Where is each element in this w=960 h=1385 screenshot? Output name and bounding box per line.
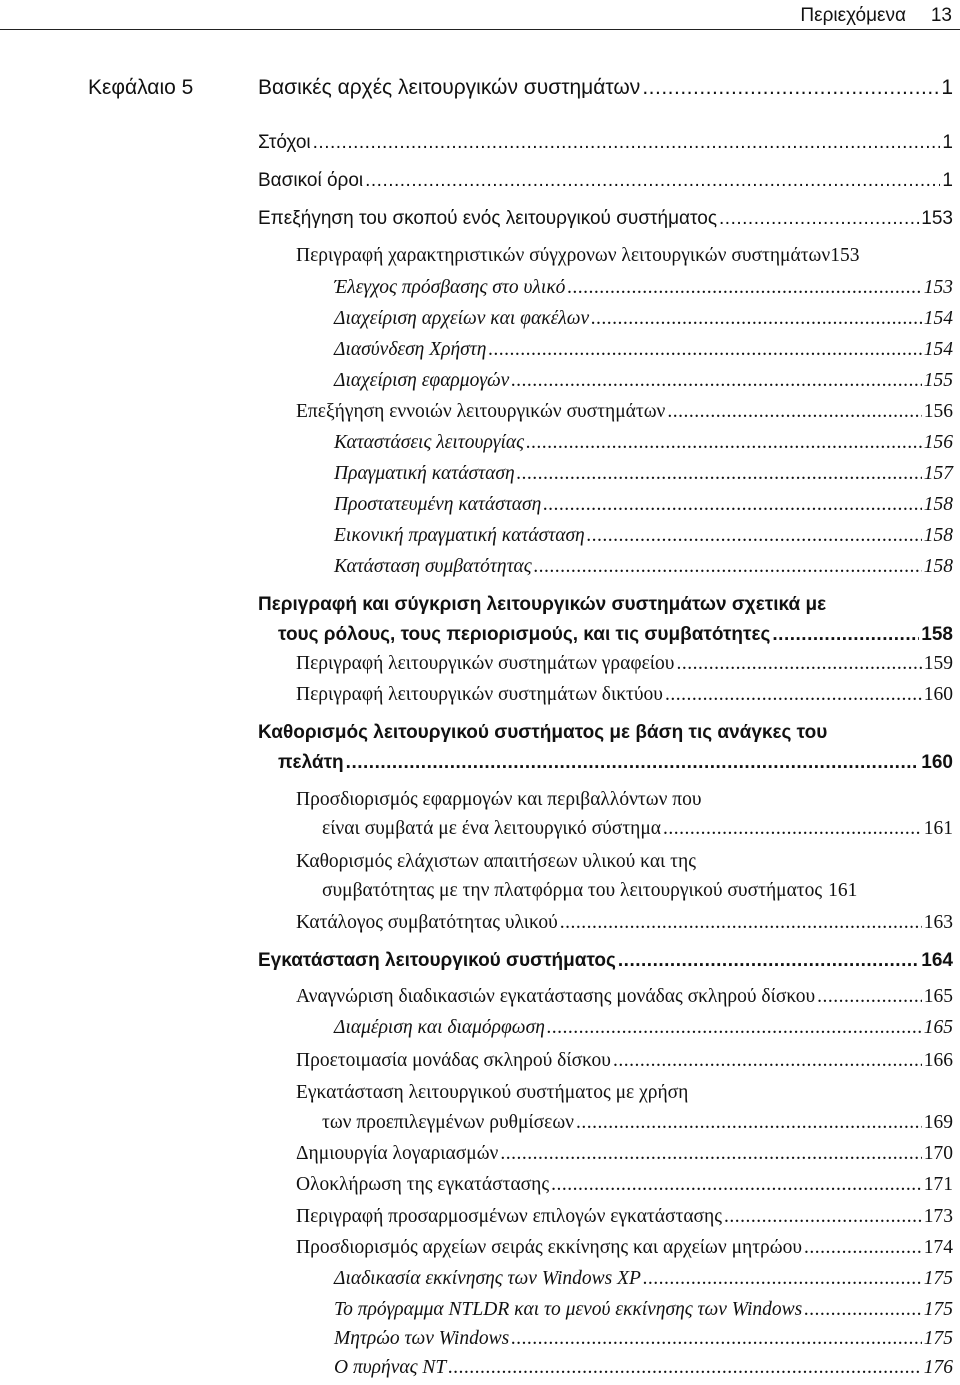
toc-entry-page: 166 <box>923 1050 953 1071</box>
dot-leader <box>448 1357 922 1379</box>
dot-leader <box>719 208 919 230</box>
dot-leader <box>511 370 921 392</box>
toc-entry-title: Προσδιορισμός αρχείων σειράς εκκίνησης και αρχείων μητρώου <box>296 1237 803 1258</box>
dot-leader <box>772 624 919 646</box>
toc-entry-page: 163 <box>923 912 953 933</box>
running-header <box>0 0 960 30</box>
toc-entry-page: 160 <box>923 684 953 705</box>
toc-entry-page: 170 <box>923 1143 953 1164</box>
toc-entry-title: Μητρώο των Windows <box>334 1328 510 1349</box>
header-page-number: 13 <box>930 5 952 26</box>
dot-leader <box>551 1174 922 1196</box>
dot-leader <box>587 525 922 547</box>
toc-entry-page: 174 <box>923 1237 953 1258</box>
toc-entry-page: 156 <box>923 432 953 453</box>
dot-leader <box>804 1299 922 1321</box>
dot-leader <box>804 1237 922 1259</box>
dot-leader <box>613 1050 922 1072</box>
toc-entry-title: Περιγραφή και σύγκριση λειτουργικών συστημάτων σχετικά με <box>258 594 827 615</box>
dot-leader <box>365 170 940 192</box>
toc-entry-page: 175 <box>923 1268 953 1289</box>
toc-entry-title: Διαδικασία εκκίνησης των Windows XP <box>334 1268 641 1289</box>
dot-leader <box>663 818 922 840</box>
toc-entry-page: 158 <box>923 494 953 515</box>
toc-entry-page: 154 <box>923 308 953 329</box>
toc-entry-title: Πραγματική κατάσταση <box>334 463 515 484</box>
dot-leader <box>567 277 921 299</box>
toc-entry-title: Διασύνδεση Χρήστη <box>334 339 487 360</box>
toc-entry-title: Περιγραφή λειτουργικών συστημάτων δικτύου <box>296 684 663 705</box>
toc-entry-title: Διαμέριση και διαμόρφωση <box>334 1017 545 1038</box>
toc-entry-title: Προετοιμασία μονάδας σκληρού δίσκου <box>296 1050 611 1071</box>
dot-leader <box>667 401 921 423</box>
toc-entry-title-cont: πελάτη <box>278 752 344 773</box>
toc-entry-title: Έλεγχος πρόσβασης στο υλικό <box>334 277 566 298</box>
dot-leader <box>643 1268 922 1290</box>
toc-entry-page: 169 <box>923 1112 953 1133</box>
toc-entry-page: 158 <box>923 556 953 577</box>
toc-entry-title: Καθορισμός ελάχιστων απαιτήσεων υλικού και της <box>296 851 696 872</box>
dot-leader <box>724 1206 922 1228</box>
toc-entry-page: 175 <box>923 1299 953 1320</box>
dot-leader <box>488 339 921 361</box>
dot-leader <box>526 432 922 454</box>
dot-leader <box>517 463 922 485</box>
dot-leader <box>665 684 922 706</box>
toc-entry-page: 160 <box>921 752 953 773</box>
toc-entry-title: Βασικές αρχές λειτουργικών συστημάτων <box>258 76 641 99</box>
toc-entry-title: Προσδιορισμός εφαρμογών και περιβαλλόντων που <box>296 789 702 810</box>
toc-entry-title: Περιγραφή λειτουργικών συστημάτων γραφείου <box>296 653 675 674</box>
dot-leader <box>576 1112 922 1134</box>
toc-entry-title: Κατάσταση συμβατότητας <box>334 556 532 577</box>
dot-leader <box>547 1017 922 1039</box>
toc-entry-page: 171 <box>923 1174 953 1195</box>
dot-leader <box>676 653 921 675</box>
toc-entry-title: Στόχοι <box>258 132 311 153</box>
toc-entry-page: 1 <box>942 170 953 191</box>
toc-entry-title: Αναγνώριση διαδικασιών εγκατάστασης μονάδας σκληρού δίσκου <box>296 986 816 1007</box>
toc-entry-title: Το πρόγραμμα NTLDR και το μενού εκκίνησης των Windows <box>334 1299 803 1320</box>
toc-entry-title: Εικονική πραγματική κατάσταση <box>334 525 585 546</box>
dot-leader <box>534 556 922 578</box>
toc-entry-page: 158 <box>923 525 953 546</box>
toc-entry-title: Επεξήγηση του σκοπού ενός λειτουργικού συστήματος <box>258 208 718 229</box>
toc-entry-title: Ολοκλήρωση της εγκατάστασης <box>296 1174 550 1195</box>
toc-entry-page: 156 <box>923 401 953 422</box>
toc-entry-page: 153 <box>830 245 860 266</box>
dot-leader <box>642 76 939 100</box>
dot-leader <box>591 308 922 330</box>
toc-entry-title-cont: τους ρόλους, τους περιορισμούς, και τις συμβατότητες <box>278 624 771 645</box>
toc-entry-page: 165 <box>923 1017 953 1038</box>
toc-entry-page: 154 <box>923 339 953 360</box>
toc-entry-title-cont: είναι συμβατά με ένα λειτουργικό σύστημα <box>322 818 662 839</box>
toc-entry-page: 153 <box>923 277 953 298</box>
dot-leader <box>618 950 919 972</box>
toc-entry-title-cont: των προεπιλεγμένων ρυθμίσεων <box>322 1112 574 1133</box>
toc-entry-title: Περιγραφή χαρακτηριστικών σύγχρονων λειτουργικών συστημάτων <box>296 245 831 266</box>
toc-entry-page: 158 <box>921 624 953 645</box>
toc-entry-page: 155 <box>923 370 953 391</box>
toc-entry-page: 164 <box>921 950 953 971</box>
toc-entry-page: 161 <box>923 818 953 839</box>
dot-leader <box>511 1328 922 1350</box>
dot-leader <box>817 986 922 1008</box>
toc-entry-page: 161 <box>828 880 858 901</box>
toc-entry-title: Κατάλογος συμβατότητας υλικού <box>296 912 558 933</box>
dot-leader <box>500 1143 921 1165</box>
toc-entry-title: Περιγραφή προσαρμοσμένων επιλογών εγκατάστασης <box>296 1206 722 1227</box>
toc-entry-page: 1 <box>941 76 953 99</box>
toc-entry-title: Εγκατάσταση λειτουργικού συστήματος με χρήση <box>296 1082 689 1103</box>
toc-entry-page: 159 <box>923 653 953 674</box>
toc-entry-title: Καθορισμός λειτουργικού συστήματος με βάση τις ανάγκες του <box>258 722 828 743</box>
dot-leader <box>313 132 941 154</box>
dot-leader <box>543 494 922 516</box>
dot-leader <box>560 912 922 934</box>
toc-entry-title: Δημιουργία λογαριασμών <box>296 1143 499 1164</box>
chapter-label: Κεφάλαιο 5 <box>88 76 194 99</box>
toc-entry-title: Διαχείριση αρχείων και φακέλων <box>334 308 590 329</box>
header-title: Περιεχόμενα <box>800 5 906 26</box>
toc-entry-title: Καταστάσεις λειτουργίας <box>334 432 525 453</box>
toc-entry-page: 153 <box>921 208 953 229</box>
toc-entry-title: Προστατευμένη κατάσταση <box>334 494 542 515</box>
toc-entry-title-cont: συμβατότητας με την πλατφόρμα του λειτουργικού συστήματος <box>322 880 823 901</box>
toc-entry-page: 1 <box>942 132 953 153</box>
header-rule <box>0 29 960 30</box>
toc-entry-page: 175 <box>923 1328 953 1349</box>
toc-entry-page: 176 <box>923 1357 953 1378</box>
toc-entry-title: Διαχείριση εφαρμογών <box>334 370 510 391</box>
toc-entry-title: Ο πυρήνας NT <box>334 1357 447 1378</box>
toc-entry-page: 165 <box>923 986 953 1007</box>
toc-entry-title: Επεξήγηση εννοιών λειτουργικών συστημάτων <box>296 401 666 422</box>
toc-entry-page: 157 <box>923 463 953 484</box>
toc-entry-title: Εγκατάσταση λειτουργικού συστήματος <box>258 950 616 971</box>
dot-leader <box>346 752 920 774</box>
toc-entry-title: Βασικοί όροι <box>258 170 364 191</box>
toc-entry-page: 173 <box>923 1206 953 1227</box>
